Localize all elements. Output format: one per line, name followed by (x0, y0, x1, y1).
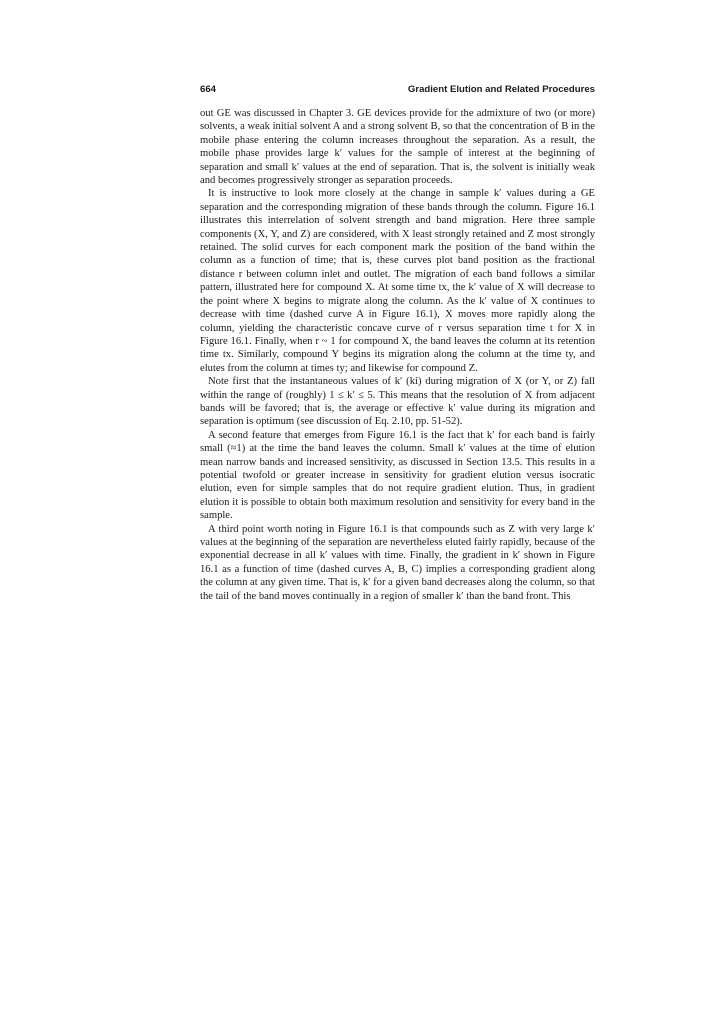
paragraph: A second feature that emerges from Figure 16.1 is the fact that k′ for each band is fairly small (≈1) at the time the band leaves the column. Small k′ values at the time of elution mean narrow bands and increased sensitivity, as discussed in Section 13.5. This results in a potential twofold or greater increase in sensitivity for gradient elution versus isocratic elution, even for simple samples that do not require gradient elution. Thus, in gradient elution it is possible to obtain both maximum resolution and sensitivity for every band in the sample. (200, 429, 595, 522)
paragraph: A third point worth noting in Figure 16.1 is that compounds such as Z with very large k′ values at the beginning of the separation are nevertheless eluted fairly rapidly, because of the exponential decrease in all k′ values with time. Finally, the gradient in k′ shown in Figure 16.1 as a function of time (dashed curves A, B, C) implies a corresponding gradient along the column at any given time. That is, k′ for a given band decreases along the column, so that the tail of the band moves continually in a region of smaller k′ than the band front. This (200, 523, 595, 602)
page-number: 664 (200, 84, 217, 95)
running-title: Gradient Elution and Related Procedures (407, 84, 595, 95)
paragraph: out GE was discussed in Chapter 3. GE devices provide for the admixture of two (or more) solvents, a weak initial solvent A and a strong solvent B, so that the concentration of B in the mobile phase entering the column increases throughout the separation. As a result, the mobile phase provides large k′ values for the sample of interest at the beginning of separation and small k′ values at the end of separation. That is, the solvent is initially weak and becomes progressively stronger as separation proceeds. (200, 108, 595, 187)
paragraph: It is instructive to look more closely at the change in sample k′ values during a GE separation and the corresponding migration of these bands through the column. Figure 16.1 illustrates this interrelation of solvent strength and band migration. Here three sample components (X, Y, and Z) are considered, with X least strongly retained and Z most strongly retained. The solid curves for each component mark the position of the band within the column as a function of time; that is, these curves plot band position as the fractional distance r between column inlet and outlet. The migration of each band follows a similar pattern, illustrated here for compound X. At some time tx, the k′ value of X will decrease to the point where X begins to migrate along the column. As the k′ value of X continues to decrease with time (dashed curve A in Figure 16.1), X moves more rapidly along the column, yielding the characteristic concave curve of r versus separation time t for X in Figure 16.1. Finally, when r ~ 1 for compound X, the band leaves the column at its retention time tx. Similarly, compound Y begins its migration along the column at the time ty, and elutes from the column at times ty; and likewise for compound Z. (200, 188, 595, 374)
book-page (200, 84, 595, 603)
paragraph: Note first that the instantaneous values of k′ (ki) during migration of X (or Y, or Z) fall within the range of (roughly) 1 ≤ k′ ≤ 5. This means that the resolution of X from adjacent bands will be favored; that is, the average or effective k′ value during its migration and separation is optimum (see discussion of Eq. 2.10, pp. 51-52). (200, 376, 595, 428)
running-header (200, 84, 595, 98)
body-text (200, 107, 595, 603)
